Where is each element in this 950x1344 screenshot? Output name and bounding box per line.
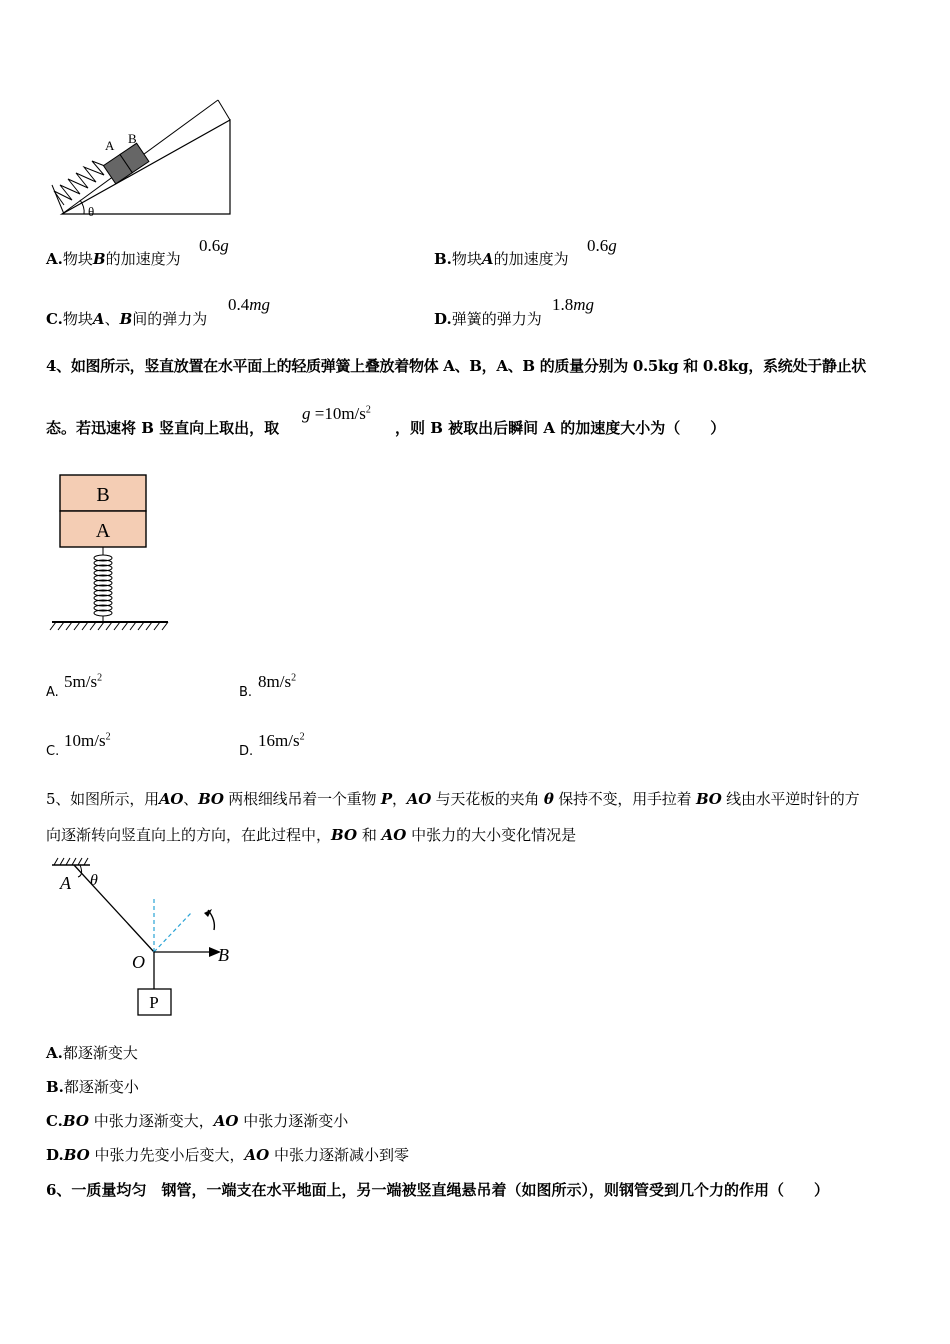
q3-option-a: [46, 248, 181, 269]
option-var: A: [481, 250, 494, 268]
q3-option-d-value: 1.8mg: [552, 295, 595, 314]
q5-stem-line1: 5、如图所示，用AO、BO 两根细线吊着一个重物 P，AO 与天花板的夹角 θ 保持不变，用手拉着 BO 线由水平逆时针的方: [46, 790, 860, 808]
fig3-label-b: B: [128, 131, 137, 146]
fig3-label-a: A: [105, 138, 115, 153]
option-text: 物块: [62, 310, 93, 328]
q4-option-a-label: A.: [46, 685, 59, 700]
weight-p-label: P: [149, 993, 159, 1012]
q5-stem-line2: 向逐渐转向竖直向上的方向，在此过程中，BO 和 AO 中张力的大小变化情况是: [46, 826, 577, 844]
q3-option-d: [434, 308, 542, 329]
option-text: 的加速度为: [105, 250, 181, 268]
q4-g-expression: $g =10m/s^2$: [302, 404, 371, 423]
q5-option-c: C.BO 中张力逐渐变大，AO 中张力逐渐变小: [46, 1112, 349, 1130]
option-label: B.: [434, 250, 452, 268]
q5-option-a: A.都逐渐变大: [46, 1044, 138, 1062]
option-var: B: [92, 250, 106, 268]
q5-option-b: B.都逐渐变小: [46, 1078, 139, 1096]
tension-figure: [46, 855, 246, 1025]
q4-option-a-value: $5m/s^2$: [64, 672, 103, 691]
q3-option-c-value: 0.4mg: [228, 295, 271, 314]
option-text: 的加速度为: [493, 250, 569, 268]
q3-option-b-value: 0.6g: [587, 236, 617, 255]
spring-blocks-figure: [48, 470, 178, 635]
q6-stem: 6、一质量均匀 钢管，一端支在水平地面上，另一端被竖直绳悬吊着（如图所示），则钢管受到几个力的作用（ ）: [46, 1181, 829, 1199]
option-text: 物块: [62, 250, 93, 268]
q3-option-a-value: 0.6g: [199, 236, 229, 255]
option-label: A.: [46, 250, 63, 268]
q4-option-d-label: D.: [239, 744, 254, 759]
q4-stem-line2-pre: 态。若迅速将 B 竖直向上取出，取: [46, 419, 280, 437]
incline-figure: [40, 95, 240, 225]
angle-theta-label: θ: [90, 872, 98, 889]
q4-option-b-label: B.: [239, 685, 253, 700]
q5-option-d: D.BO 中张力先变小后变大，AO 中张力逐渐减小到零: [46, 1146, 410, 1164]
point-o-label: O: [132, 952, 145, 972]
option-text: 物块: [451, 250, 482, 268]
block-b-label: B: [96, 484, 110, 506]
point-a-label: A: [60, 873, 71, 893]
q3-option-b: [434, 248, 569, 269]
q4-option-c-value: $10m/s^2$: [64, 731, 111, 750]
block-a-label: A: [95, 520, 111, 542]
option-label: C.: [46, 310, 63, 328]
q3-option-c: C.物块A、B间的弹力为: [46, 310, 208, 328]
q4-option-b-value: $8m/s^2$: [258, 672, 297, 691]
option-label: D.: [434, 310, 452, 328]
q4-stem-line1: 4、如图所示，竖直放置在水平面上的轻质弹簧上叠放着物体 A、B，A、B 的质量分别为 0.5kg 和 0.8kg，系统处于静止状: [46, 357, 866, 375]
option-text: 弹簧的弹力为: [451, 310, 542, 328]
point-b-label: B: [218, 945, 229, 965]
q4-stem-line2-post: ，则 B 被取出后瞬间 A 的加速度大小为（ ）: [395, 419, 726, 437]
q4-option-c-label: C.: [46, 744, 60, 759]
fig3-angle: θ: [88, 204, 95, 219]
q4-option-d-value: $16m/s^2$: [258, 731, 305, 750]
